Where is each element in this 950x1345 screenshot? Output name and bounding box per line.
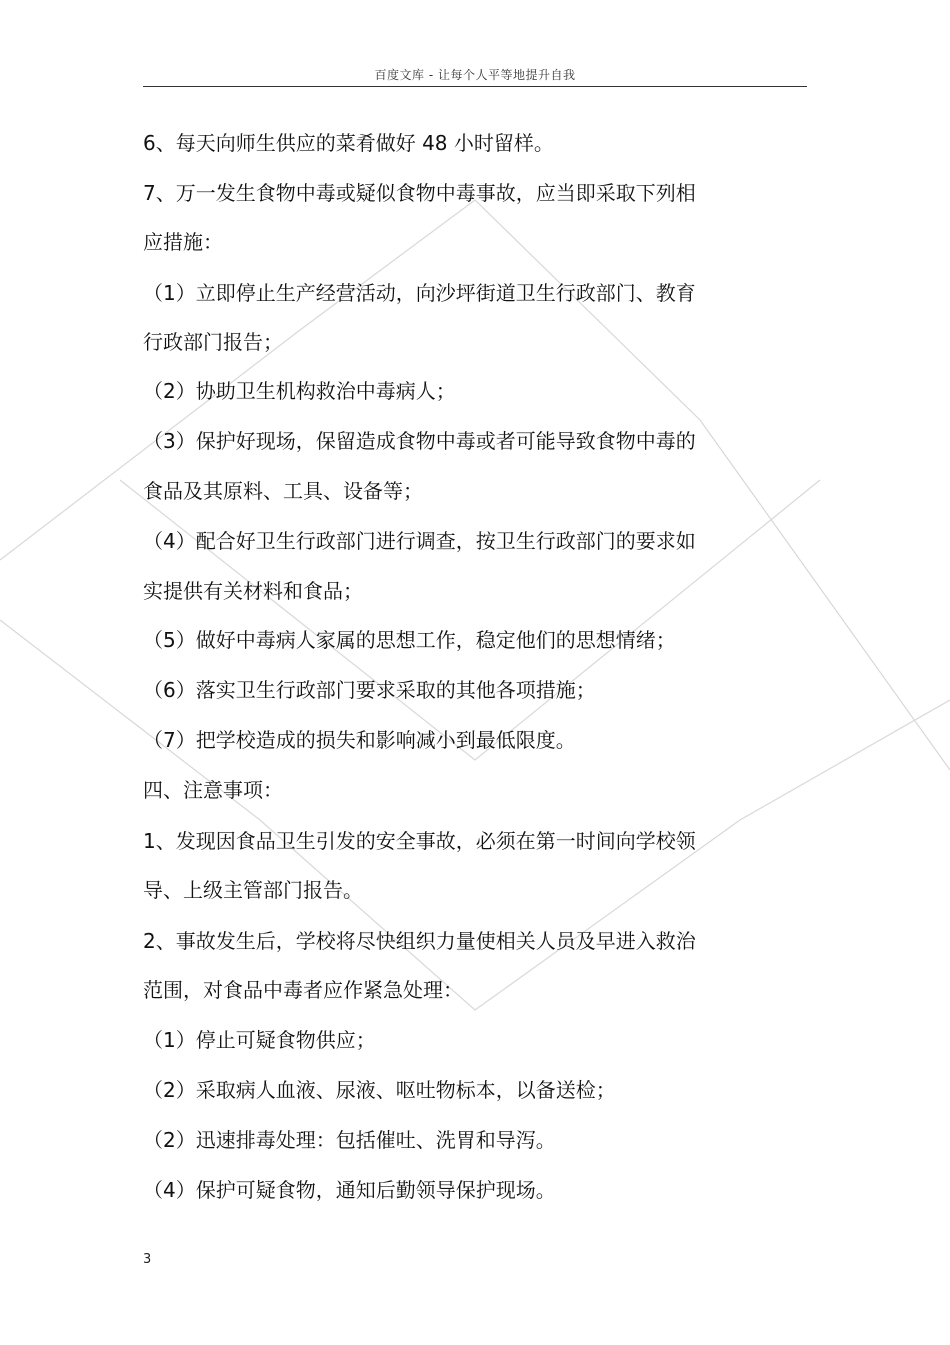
body-line: （5）做好中毒病人家属的思想工作，稳定他们的思想情绪； <box>143 628 676 652</box>
body-line: 7、万一发生食物中毒或疑似食物中毒事故，应当即采取下列相 <box>143 181 696 205</box>
body-line: 1、发现因食品卫生引发的安全事故，必须在第一时间向学校领 <box>143 829 696 853</box>
body-line: 应措施： <box>143 230 223 254</box>
body-line: 范围，对食品中毒者应作紧急处理： <box>143 978 463 1002</box>
body-line: （4）配合好卫生行政部门进行调查，按卫生行政部门的要求如 <box>143 529 696 553</box>
page-number: 3 <box>143 1252 152 1267</box>
body-line: 2、事故发生后，学校将尽快组织力量使相关人员及早进入救治 <box>143 929 696 953</box>
body-line: （3）保护好现场，保留造成食物中毒或者可能导致食物中毒的 <box>143 429 696 453</box>
section-heading: 四、注意事项： <box>143 778 283 802</box>
body-line: 6、每天向师生供应的菜肴做好 48 小时留样。 <box>143 131 554 155</box>
header-divider <box>143 86 807 87</box>
body-line: 行政部门报告； <box>143 330 283 354</box>
body-line: （6）落实卫生行政部门要求采取的其他各项措施； <box>143 678 596 702</box>
body-line: 导、上级主管部门报告。 <box>143 878 363 902</box>
body-line: （7）把学校造成的损失和影响减小到最低限度。 <box>143 728 576 752</box>
body-line: 食品及其原料、工具、设备等； <box>143 479 423 503</box>
body-line: 实提供有关材料和食品； <box>143 579 363 603</box>
body-line: （2）迅速排毒处理：包括催吐、洗胃和导泻。 <box>143 1128 556 1152</box>
body-line: （2）采取病人血液、尿液、呕吐物标本，以备送检； <box>143 1078 616 1102</box>
body-line: （1）立即停止生产经营活动，向沙坪街道卫生行政部门、教育 <box>143 281 696 305</box>
page-header: 百度文库 - 让每个人平等地提升自我 <box>374 68 576 82</box>
body-line: （4）保护可疑食物，通知后勤领导保护现场。 <box>143 1178 556 1202</box>
body-line: （2）协助卫生机构救治中毒病人； <box>143 379 456 403</box>
body-line: （1）停止可疑食物供应； <box>143 1028 376 1052</box>
